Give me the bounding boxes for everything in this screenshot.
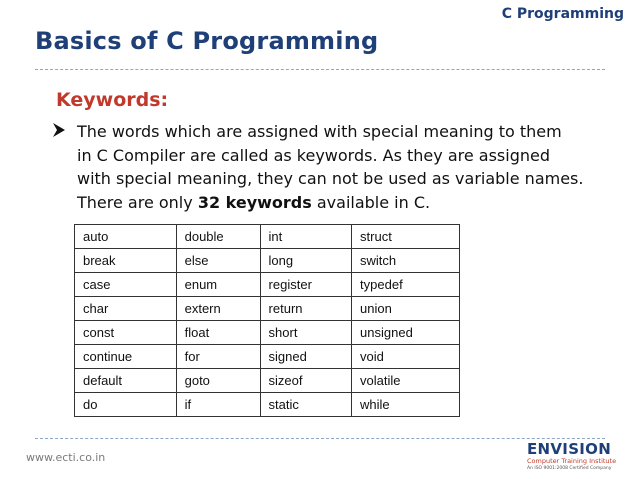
last-line-before: There are only xyxy=(77,192,198,212)
logo-name: ENVISION xyxy=(527,440,612,458)
logo-tagline: Computer Training Institute xyxy=(527,457,617,465)
table-cell: continue xyxy=(75,345,177,369)
table-row xyxy=(75,345,460,369)
footer-url: www.ecti.co.in xyxy=(26,451,106,464)
description-line: in C Compiler are called as keywords. As they are assigned xyxy=(77,145,550,165)
table-cell: else xyxy=(176,249,260,273)
table-row xyxy=(75,225,460,249)
table-cell: int xyxy=(260,225,351,249)
table-cell: const xyxy=(75,321,177,345)
table-row xyxy=(75,249,460,273)
table-cell: case xyxy=(75,273,177,297)
table-cell: while xyxy=(352,393,460,417)
last-line-after: available in C. xyxy=(311,192,431,212)
top-divider xyxy=(35,69,605,70)
section-heading: Keywords: xyxy=(56,89,169,111)
table-cell: switch xyxy=(352,249,460,273)
table-cell: float xyxy=(176,321,260,345)
table-cell: typedef xyxy=(352,273,460,297)
table-cell: do xyxy=(75,393,177,417)
table-cell: static xyxy=(260,393,351,417)
table-cell: return xyxy=(260,297,351,321)
table-row xyxy=(75,321,460,345)
keyword-count: 32 keywords xyxy=(197,192,312,212)
table-cell: for xyxy=(176,345,260,369)
description-line: with special meaning, they can not be used as variable names. xyxy=(77,169,584,188)
table-row xyxy=(75,393,460,417)
table-cell: break xyxy=(75,249,177,273)
table-cell: volatile xyxy=(352,369,460,393)
table-cell: enum xyxy=(176,273,260,297)
table-cell: sizeof xyxy=(260,369,351,393)
table-cell: goto xyxy=(176,369,260,393)
table-cell: short xyxy=(260,321,351,345)
arrow-bullet-icon xyxy=(52,122,66,138)
corner-title: C Programming xyxy=(501,6,624,22)
table-cell: extern xyxy=(176,297,260,321)
page-title: Basics of C Programming xyxy=(35,27,379,55)
table-cell: struct xyxy=(352,225,460,249)
keywords-table xyxy=(74,224,460,417)
table-row xyxy=(75,273,460,297)
description-line-last xyxy=(77,191,637,215)
logo-certification: An ISO 9001:2008 Certified Company xyxy=(527,466,612,471)
table-cell: if xyxy=(176,393,260,417)
table-cell: signed xyxy=(260,345,351,369)
table-cell: default xyxy=(75,369,177,393)
table-row xyxy=(75,369,460,393)
table-row xyxy=(75,297,460,321)
table-cell: union xyxy=(352,297,460,321)
table-cell: register xyxy=(260,273,351,297)
bottom-divider xyxy=(35,438,605,439)
table-cell: auto xyxy=(75,225,177,249)
keywords-description xyxy=(77,120,637,214)
table-cell: void xyxy=(352,345,460,369)
description-line: The words which are assigned with special meaning to them xyxy=(77,122,562,141)
table-cell: unsigned xyxy=(352,321,460,345)
table-cell: long xyxy=(260,249,351,273)
table-cell: double xyxy=(176,225,260,249)
envision-logo xyxy=(527,440,617,476)
table-cell: char xyxy=(75,297,177,321)
